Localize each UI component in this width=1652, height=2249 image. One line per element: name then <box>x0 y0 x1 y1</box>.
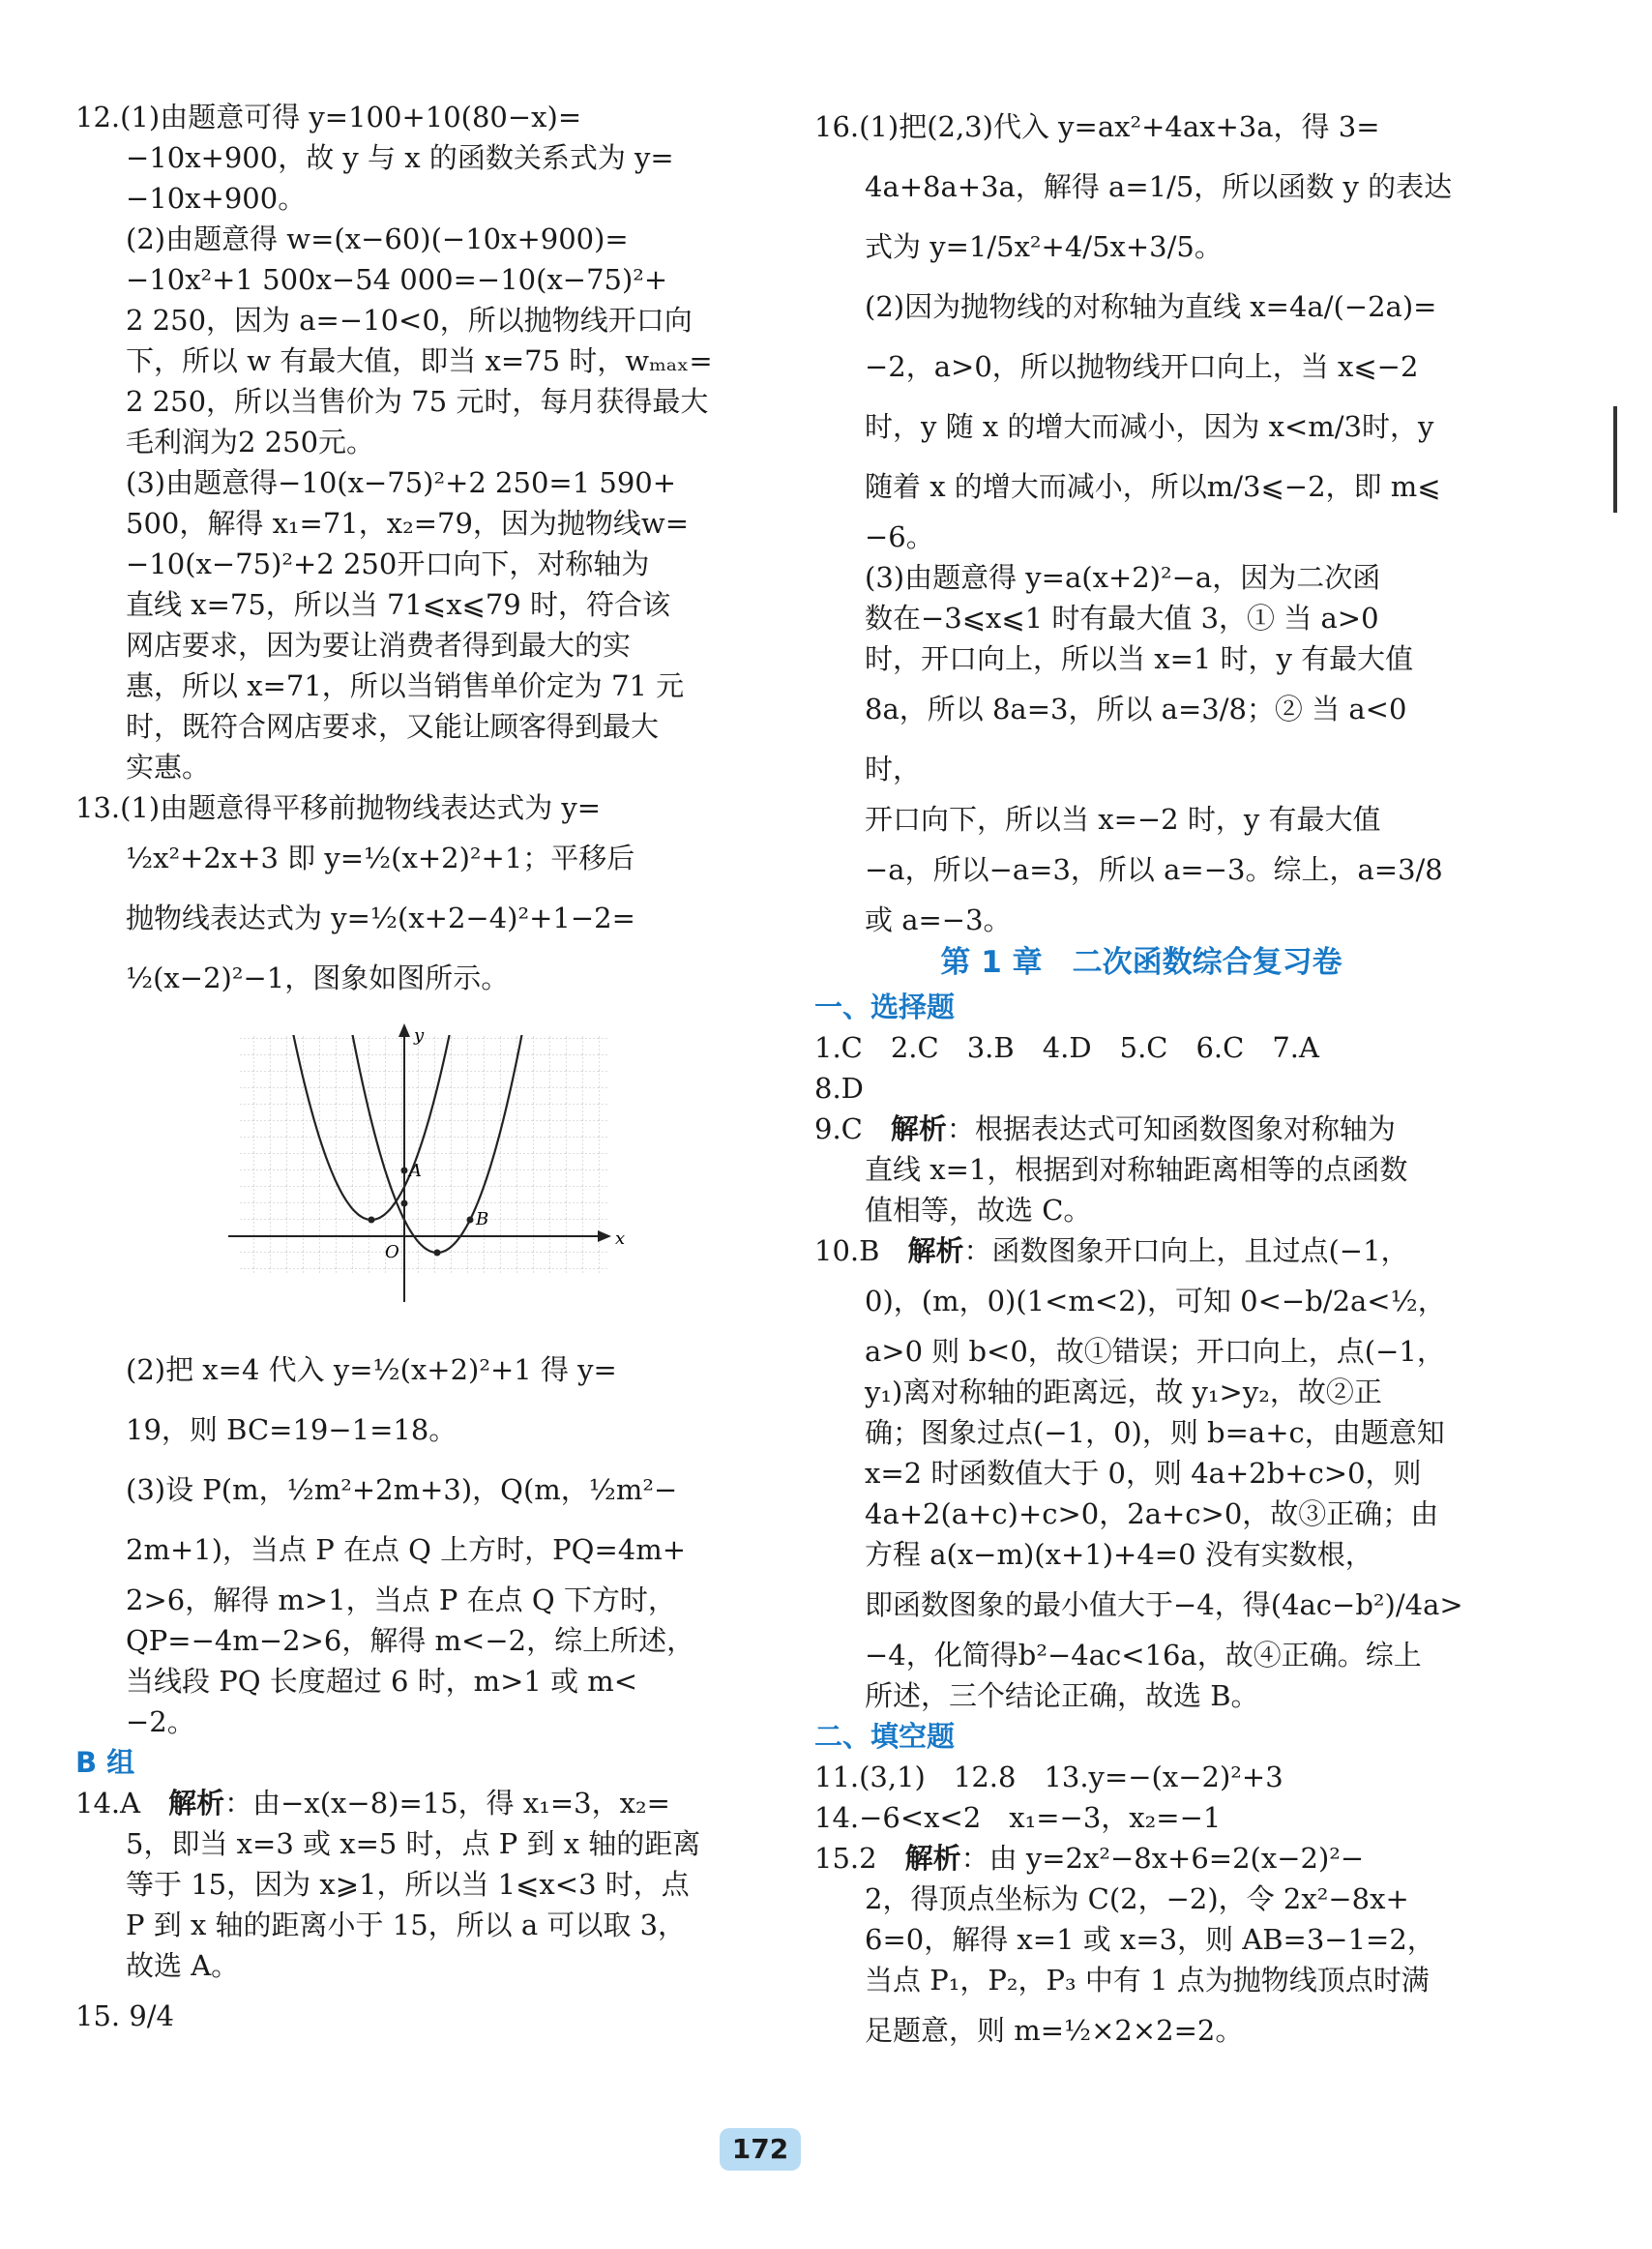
q13-after-line-1: (2)把 x=4 代入 y=½(x+2)²+1 得 y= <box>126 1353 617 1386</box>
q12-line-15: 惠，所以 x=71，所以当销售单价定为 71 元 <box>126 669 685 702</box>
q12-line-2: −10x+900，故 y 与 x 的函数关系式为 y= <box>126 141 674 174</box>
q9-number: 9.C <box>814 1112 863 1145</box>
q16-line-2: 4a+8a+3a，解得 a=1/5，所以函数 y 的表达 <box>865 170 1453 203</box>
section-fill-heading: 二、填空题 <box>814 1720 956 1753</box>
q12-line-10: (3)由题意得−10(x−75)²+2 250=1 590+ <box>126 466 677 499</box>
right-column <box>814 97 1468 2060</box>
q10-line-3: a>0 则 b<0，故①错误；开口向上，点(−1， <box>865 1335 1445 1368</box>
q14-number: 14.A <box>75 1787 141 1820</box>
q9-line-3: 值相等，故选 C。 <box>865 1194 1092 1227</box>
q15-fill-number: 15.2 <box>814 1842 877 1875</box>
origin-label: O <box>385 1242 399 1262</box>
parabola-graph <box>221 1021 627 1312</box>
q16-line-9: (3)由题意得 y=a(x+2)²−a，因为二次函 <box>865 561 1381 594</box>
q16-line-3: 式为 y=1/5x²+4/5x+3/5。 <box>865 230 1223 263</box>
q13-line-1: 13.(1)由题意得平移前抛物线表达式为 y= <box>75 791 602 824</box>
q9-line-1 <box>814 1109 1468 1149</box>
q12-line-7: 下，所以 w 有最大值，即当 x=75 时，wₘₐₓ= <box>126 344 713 377</box>
q15-fill-line-2: 2，得顶点坐标为 C(2，−2)，令 2x²−8x+ <box>865 1882 1409 1915</box>
q16-line-10: 数在−3⩽x⩽1 时有最大值 3，① 当 a>0 <box>865 602 1379 635</box>
q13-after-line-8: −2。 <box>126 1705 195 1738</box>
q12-line-12: −10(x−75)²+2 250开口向下，对称轴为 <box>126 547 650 580</box>
point-a <box>401 1168 408 1174</box>
q13-after-line-4: 2m+1)，当点 P 在点 Q 上方时，PQ=4m+ <box>126 1533 687 1566</box>
q9-first: ：根据表达式可知函数图象对称轴为 <box>946 1112 1396 1145</box>
chapter-title: 第 1 章 二次函数综合复习卷 <box>940 945 1342 980</box>
section-choice-heading: 一、选择题 <box>814 991 956 1023</box>
q15-fill-line-5: 足题意，则 m=½×2×2=2。 <box>865 2014 1244 2047</box>
q9-line-2: 直线 x=1，根据到对称轴距离相等的点函数 <box>865 1153 1408 1186</box>
q16-line-15: 或 a=−3。 <box>865 903 1012 936</box>
q14-line-3: 等于 15，因为 x⩾1，所以当 1⩽x<3 时，点 <box>126 1868 690 1901</box>
q12-line-11: 500，解得 x₁=71，x₂=79，因为抛物线w= <box>126 507 690 540</box>
q12-line-5: −10x²+1 500x−54 000=−10(x−75)²+ <box>126 263 668 296</box>
q16-line-6: 时，y 随 x 的增大而减小，因为 x<m/3时，y <box>865 410 1434 443</box>
q12-line-4: (2)由题意得 w=(x−60)(−10x+900)= <box>126 222 629 255</box>
vertex-original <box>369 1217 375 1224</box>
q14-first: ：由−x(x−8)=15，得 x₁=3，x₂= <box>224 1787 670 1820</box>
label-a: A <box>409 1161 422 1181</box>
q10-first: ：函数图象开口向上，且过点(−1， <box>963 1234 1409 1267</box>
q10-line-4: y₁)离对称轴的距离远，故 y₁>y₂，故②正 <box>865 1376 1382 1408</box>
q16-line-14: −a，所以−a=3，所以 a=−3。综上，a=3/8 <box>865 853 1443 886</box>
choice-answers-1: 1.C 2.C 3.B 4.D 5.C 6.C 7.A <box>814 1031 1319 1064</box>
q13-after-line-7: 当线段 PQ 长度超过 6 时，m>1 或 m< <box>126 1665 638 1698</box>
q16-line-7: 随着 x 的增大而减小，所以m/3⩽−2，即 m⩽ <box>865 470 1441 503</box>
q16-line-13: 开口向下，所以当 x=−2 时，y 有最大值 <box>865 803 1381 836</box>
q10-line-1 <box>814 1230 1468 1271</box>
q10-line-6: x=2 时函数值大于 0，则 4a+2b+c>0，则 <box>865 1457 1422 1490</box>
q12-line-8: 2 250，所以当售价为 75 元时，每月获得最大 <box>126 385 709 418</box>
q16-line-11: 时，开口向上，所以当 x=1 时，y 有最大值 <box>865 642 1414 675</box>
q15-fill-line-4: 当点 P₁，P₂，P₃ 中有 1 点为抛物线顶点时满 <box>865 1964 1430 1997</box>
q15-fill-line-3: 6=0，解得 x=1 或 x=3，则 AB=3−1=2， <box>865 1923 1435 1956</box>
q13-line-3: 抛物线表达式为 y=½(x+2−4)²+1−2= <box>126 902 635 934</box>
q14-line-2: 5，即当 x=3 或 x=5 时，点 P 到 x 轴的距离 <box>126 1827 701 1860</box>
q10-line-7: 4a+2(a+c)+c>0，2a+c>0，故③正确；由 <box>865 1497 1439 1530</box>
axis-label-x: x <box>615 1228 626 1249</box>
q12-line-3: −10x+900。 <box>126 182 307 215</box>
q12-line-1: 12.(1)由题意可得 y=100+10(80−x)= <box>75 101 582 133</box>
left-column <box>75 97 743 2046</box>
q14-line-1 <box>75 1783 743 1823</box>
q13-after-line-2: 19，则 BC=19−1=18。 <box>126 1413 457 1446</box>
q13-after-line-3: (3)设 P(m，½m²+2m+3)，Q(m，½m²− <box>126 1473 678 1506</box>
axis-label-y: y <box>414 1025 425 1046</box>
q16-line-4: (2)因为抛物线的对称轴为直线 x=4a/(−2a)= <box>865 290 1437 323</box>
q14-line-5: 故选 A。 <box>126 1949 240 1982</box>
q13-after-line-5: 2>6，解得 m>1，当点 P 在点 Q 下方时， <box>126 1583 676 1616</box>
q12-line-6: 2 250，因为 a=−10<0，所以抛物线开口向 <box>126 304 693 337</box>
q13-after-line-6: QP=−4m−2>6，解得 m<−2，综上所述， <box>126 1624 695 1657</box>
q12-line-13: 直线 x=75，所以当 71⩽x⩽79 时，符合该 <box>126 588 670 621</box>
q16-line-12: 8a，所以 8a=3，所以 a=3/8；② 当 a<0 时， <box>865 693 1407 785</box>
q14-keyword: 解析 <box>168 1787 225 1820</box>
q10-line-10: −4，化简得b²−4ac<16a，故④正确。综上 <box>865 1639 1422 1672</box>
group-b-heading: B 组 <box>75 1746 135 1779</box>
q12-line-14: 网店要求，因为要让消费者得到最大的实 <box>126 629 632 662</box>
q10-number: 10.B <box>814 1234 880 1267</box>
q16-line-1: 16.(1)把(2,3)代入 y=ax²+4ax+3a，得 3= <box>814 110 1380 143</box>
q14-line-4: P 到 x 轴的距离小于 15，所以 a 可以取 3， <box>126 1909 687 1941</box>
graph-grid <box>240 1035 607 1273</box>
choice-answers-2: 8.D <box>814 1072 864 1105</box>
q10-line-5: 确；图象过点(−1，0)，则 b=a+c，由题意知 <box>865 1416 1445 1449</box>
q13-line-2: ½x²+2x+3 即 y=½(x+2)²+1；平移后 <box>126 842 635 874</box>
q13-line-4: ½(x−2)²−1，图象如图所示。 <box>126 962 510 994</box>
q12-line-16: 时，既符合网店要求，又能让顾客得到最大 <box>126 710 660 743</box>
y-axis-arrow <box>398 1023 410 1037</box>
q10-line-8: 方程 a(x−m)(x+1)+4=0 没有实数根， <box>865 1538 1373 1571</box>
q15-fill-first: ：由 y=2x²−8x+6=2(x−2)²− <box>960 1842 1365 1875</box>
q12-line-17: 实惠。 <box>126 751 211 784</box>
fill-answers-2: 14.−6<x<2 x₁=−3，x₂=−1 <box>814 1801 1222 1834</box>
q10-line-11: 所述，三个结论正确，故选 B。 <box>865 1679 1259 1712</box>
q15-fill-keyword: 解析 <box>904 1842 961 1875</box>
fill-answers-1: 11.(3,1) 12.8 13.y=−(x−2)²+3 <box>814 1761 1283 1793</box>
label-b: B <box>476 1209 489 1229</box>
q10-line-9: 即函数图象的最小值大于−4，得(4ac−b²)/4a> <box>865 1588 1463 1621</box>
point-intercept <box>401 1200 408 1207</box>
q10-line-2: 0)，(m，0)(1<m<2)，可知 0<−b/2a<½， <box>865 1285 1446 1317</box>
q15-fill-line-1 <box>814 1838 1468 1879</box>
q12-line-9: 毛利润为2 250元。 <box>126 426 375 459</box>
vertex-shifted <box>434 1250 441 1257</box>
q16-line-8: −6。 <box>865 520 934 553</box>
q10-keyword: 解析 <box>907 1234 964 1267</box>
scan-edge-mark <box>1613 406 1617 513</box>
q15-answer: 15. 9/4 <box>75 1999 175 2032</box>
q16-line-5: −2，a>0，所以抛物线开口向上，当 x⩽−2 <box>865 350 1419 383</box>
q9-keyword: 解析 <box>890 1112 947 1145</box>
page-number: 172 <box>720 2128 801 2171</box>
point-b <box>467 1217 474 1224</box>
